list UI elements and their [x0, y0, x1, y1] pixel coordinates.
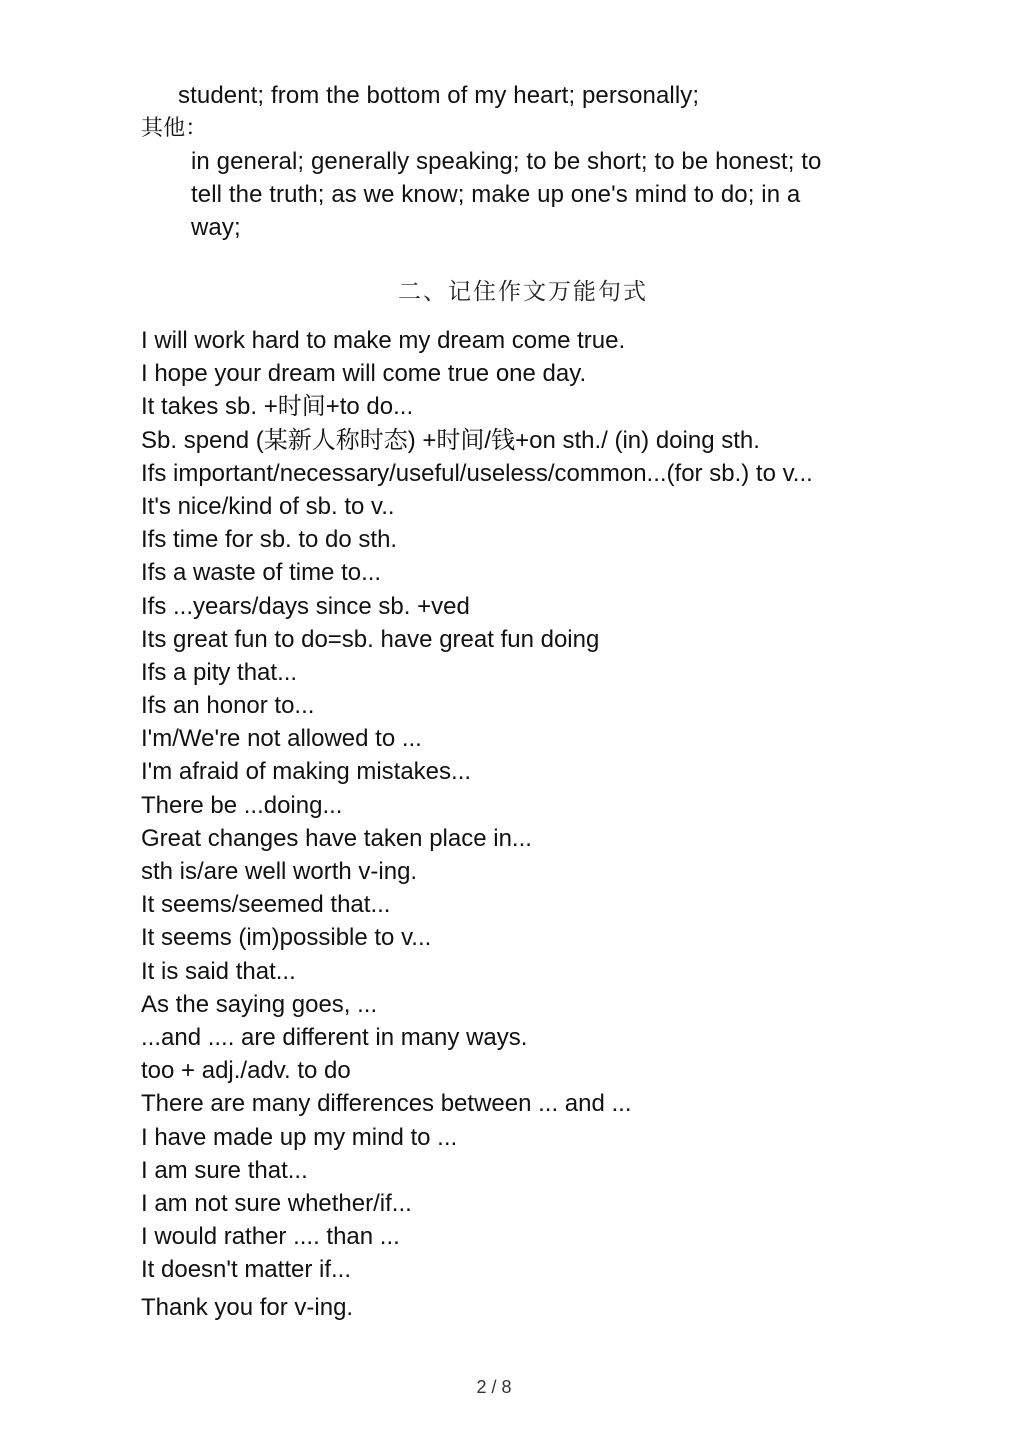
sentence-item: There are many differences between ... and ... [141, 1090, 632, 1118]
sentence-item: Ifs a pity that... [141, 658, 298, 686]
sentence-item: It seems (im)possible to v... [141, 924, 432, 952]
others-label: 其他： [141, 116, 208, 141]
sentence-item: It is said that... [141, 957, 296, 985]
sentence-item: It's nice/kind of sb. to v.. [141, 492, 395, 520]
sentence-item: Its great fun to do=sb. have great fun doing [141, 625, 600, 653]
sentence-item: I'm afraid of making mistakes... [141, 758, 472, 786]
sentence-item: sth is/are well worth v-ing. [141, 858, 418, 885]
sentence-item: I am sure that... [141, 1156, 308, 1184]
sentence-item: I would rather .... than ... [141, 1223, 400, 1251]
sentence-item: Ifs important/necessary/useful/useless/common...(for sb.) to v... [141, 459, 813, 487]
continued-phrase-line: student; from the bottom of my heart; personally; [178, 82, 700, 109]
sentence-item: As the saying goes, ... [141, 990, 378, 1018]
sentence-item: It takes sb. +时间+to do... [141, 393, 414, 421]
section-heading: 二、记住作文万能句式 [398, 279, 648, 305]
sentence-item: It doesn't matter if... [141, 1256, 351, 1284]
sentence-item: Great changes have taken place in... [141, 824, 532, 852]
sentence-item: Ifs time for sb. to do sth. [141, 526, 398, 554]
sentence-item: There be ...doing... [141, 791, 343, 819]
sentence-pattern-list [141, 324, 813, 1286]
page-number: 2 / 8 [476, 1377, 512, 1397]
others-phrase-line-2: tell the truth; as we know; make up one's mind to do; in a [191, 181, 801, 208]
sentence-item: Ifs ...years/days since sb. +ved [141, 592, 470, 620]
sentence-item: I'm/We're not allowed to ... [141, 725, 422, 753]
sentence-item: Sb. spend (某新人称时态) +时间/钱+on sth./ (in) doing sth. [141, 426, 760, 454]
closing-sentence: Thank you for v-ing. [141, 1294, 354, 1321]
sentence-item: Ifs an honor to... [141, 692, 315, 720]
sentence-item: It seems/seemed that... [141, 891, 391, 919]
sentence-item: I am not sure whether/if... [141, 1189, 412, 1217]
sentence-item: I will work hard to make my dream come true. [141, 327, 626, 354]
sentence-item: I have made up my mind to ... [141, 1123, 458, 1151]
sentence-item: Ifs a waste of time to... [141, 559, 382, 587]
sentence-item: too + adj./adv. to do [141, 1057, 351, 1085]
others-phrase-line-3: way; [191, 214, 241, 241]
sentence-item: ...and .... are different in many ways. [141, 1023, 528, 1051]
sentence-item: I hope your dream will come true one day. [141, 360, 587, 388]
others-phrase-line-1: in general; generally speaking; to be short; to be honest; to [191, 148, 822, 175]
